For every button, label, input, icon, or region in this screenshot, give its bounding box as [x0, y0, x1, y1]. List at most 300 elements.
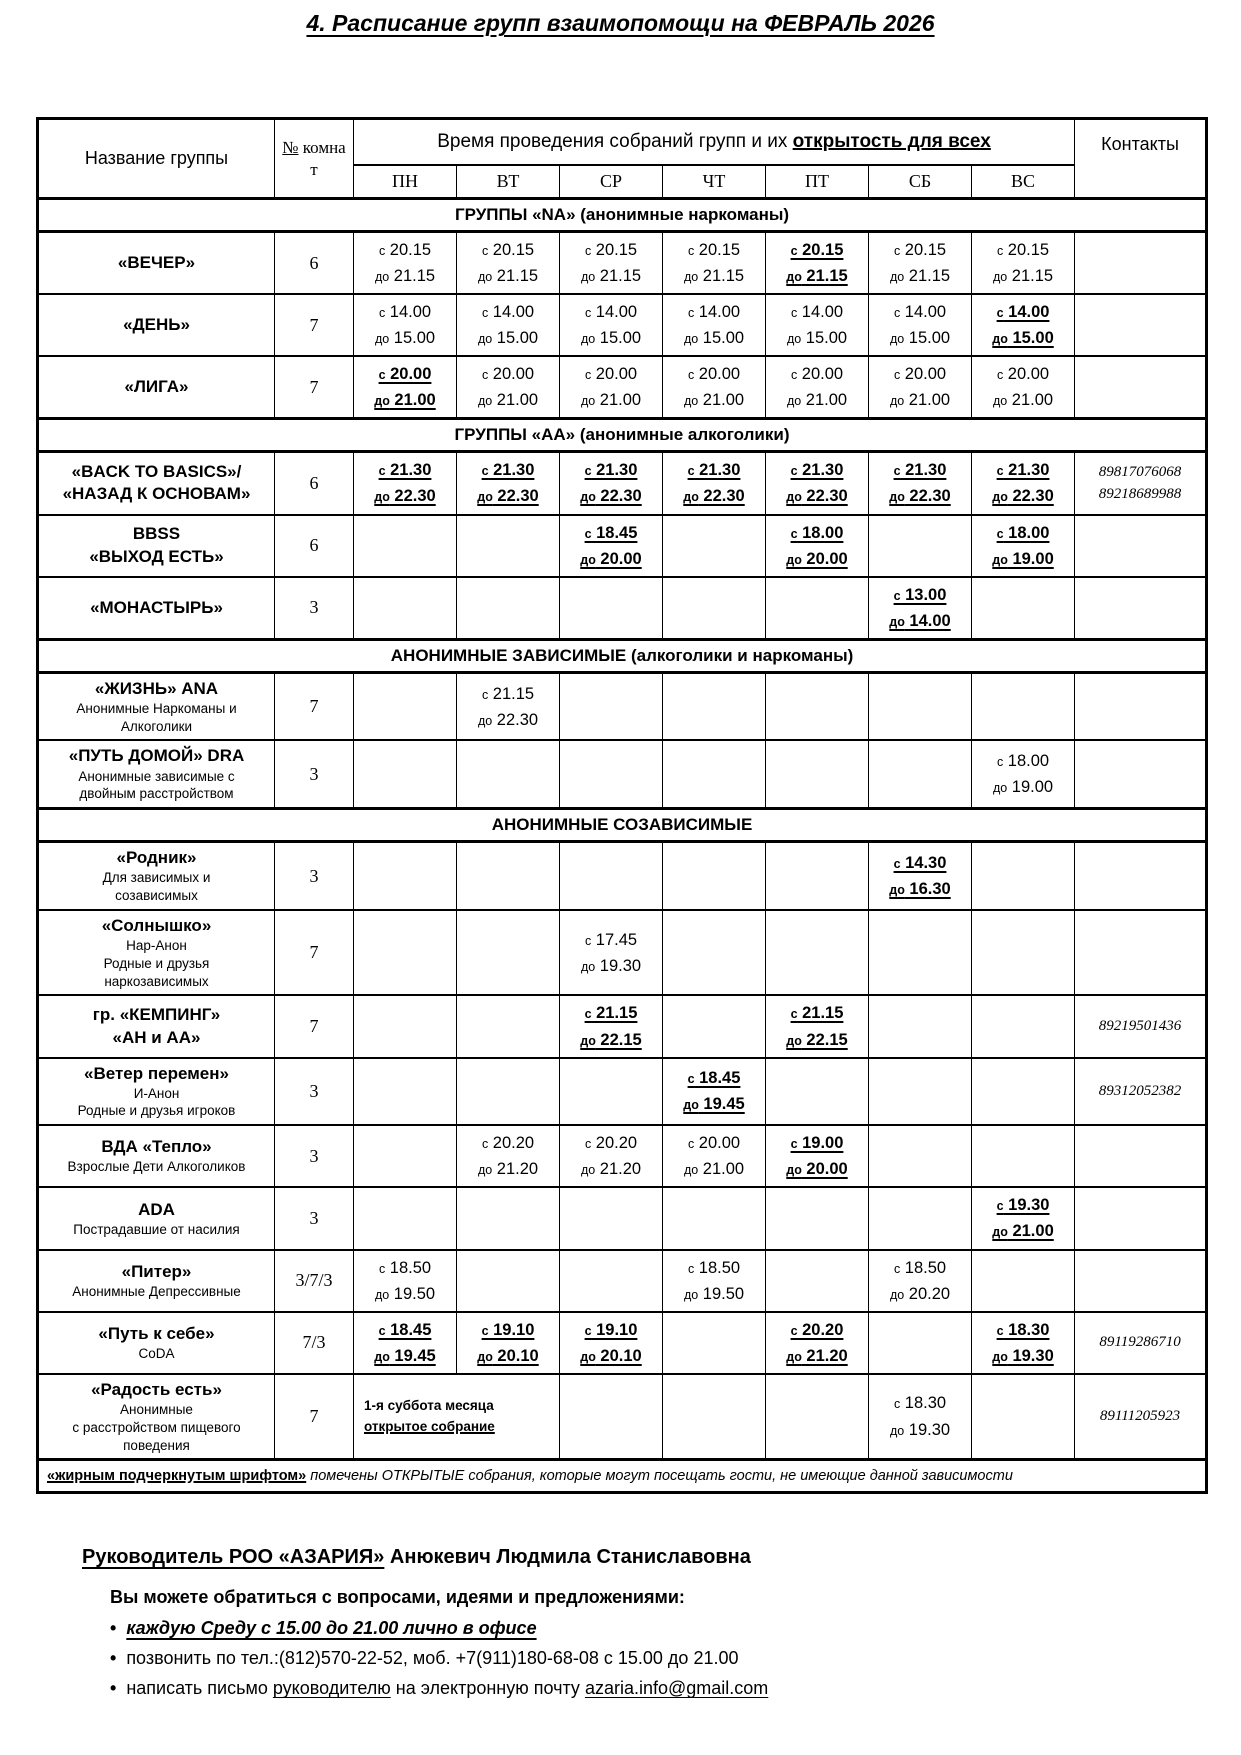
time-text: до 20.20 [889, 1284, 951, 1303]
group-row [38, 995, 1207, 1057]
time-text: с 21.15 [584, 1004, 638, 1023]
time-prefix: с [687, 464, 695, 479]
time-text: с 21.30 [996, 461, 1050, 480]
time-text: с 20.15 [481, 241, 535, 259]
time-text: с 21.30 [687, 461, 741, 480]
time-text: с 20.15 [378, 241, 432, 259]
time-text: до 21.15 [477, 267, 539, 286]
group-name-line: «BACK TO BASICS»/ [71, 462, 242, 482]
time-prefix: до [786, 552, 802, 567]
time-cell-thu [663, 452, 766, 515]
time-cell-sun [972, 294, 1075, 356]
time-cell-mon [354, 842, 457, 910]
room-number-word: комнат [302, 138, 346, 179]
time-cell-mon [354, 294, 457, 356]
time-prefix: с [481, 306, 489, 321]
time-text: до 21.15 [992, 267, 1054, 286]
note-line: 1-я суббота месяца [364, 1398, 494, 1414]
time-cell-sat [869, 232, 972, 295]
time-prefix: с [687, 1137, 695, 1152]
time-cell-sun [972, 1312, 1075, 1374]
room-number-cell: 3 [275, 1125, 354, 1187]
time-cell-tue [457, 1250, 560, 1312]
time-text: с 18.30 [893, 1394, 947, 1413]
time-cell-fri [766, 910, 869, 996]
time-cell-mon [354, 452, 457, 515]
section-row [38, 809, 1207, 842]
time-prefix: до [889, 270, 905, 285]
contact-cell [1075, 452, 1207, 515]
room-number-cell: 7/3 [275, 1312, 354, 1374]
contact-number: 89219501436 [1098, 1018, 1182, 1035]
time-cell-fri [766, 1125, 869, 1187]
meeting-times-label: Время проведения собраний групп и их [437, 130, 793, 152]
day-header-sat: СБ [869, 165, 972, 199]
time-prefix: с [481, 464, 489, 479]
time-cell-tue [457, 842, 560, 910]
time-cell-mon [354, 1312, 457, 1374]
time-prefix: до [580, 1349, 596, 1364]
bullet-item [110, 1678, 1205, 1699]
time-cell-sat [869, 452, 972, 515]
contact-cell [1075, 910, 1207, 996]
time-prefix: с [790, 1007, 798, 1022]
time-prefix: с [790, 1323, 798, 1338]
time-cell-wed [560, 515, 663, 577]
time-prefix: с [687, 306, 695, 321]
inline-link[interactable]: руководителю [272, 1678, 391, 1699]
time-prefix: до [580, 332, 596, 347]
column-header-meeting-times [354, 119, 1075, 165]
time-prefix: до [992, 1225, 1008, 1240]
time-cell-fri [766, 1058, 869, 1126]
time-text: до 21.00 [786, 391, 848, 410]
contact-cell [1075, 672, 1207, 740]
time-cell-sun [972, 232, 1075, 295]
time-cell-wed [560, 232, 663, 295]
contact-cell [1075, 1250, 1207, 1312]
time-cell-wed [560, 842, 663, 910]
time-text: с 20.00 [893, 365, 947, 384]
room-number-cell: 7 [275, 995, 354, 1057]
time-prefix: с [996, 244, 1004, 258]
contact-number: 89817076068 [1098, 463, 1182, 480]
group-row [38, 452, 1207, 515]
time-text: до 21.00 [580, 391, 642, 410]
time-prefix: с [481, 1323, 489, 1338]
time-cell-mon [354, 910, 457, 996]
time-text: с 20.00 [790, 365, 844, 384]
time-text: с 20.00 [481, 365, 535, 384]
time-cell-sat [869, 1312, 972, 1374]
time-prefix: до [889, 883, 905, 898]
time-cell-wed [560, 452, 663, 515]
time-prefix: с [790, 306, 798, 321]
time-text: до 19.30 [580, 956, 642, 975]
time-cell-fri [766, 995, 869, 1057]
time-text: с 20.00 [996, 365, 1050, 384]
time-text: с 14.00 [584, 303, 638, 322]
time-cell-sun [972, 515, 1075, 577]
time-text: до 22.30 [374, 487, 436, 506]
bullet-item [110, 1618, 1205, 1639]
group-name-line: «ЛИГА» [124, 377, 189, 397]
time-cell-tue [457, 515, 560, 577]
room-number-cell: 3/7/3 [275, 1250, 354, 1312]
contact-cell [1075, 842, 1207, 910]
time-prefix: до [992, 332, 1008, 347]
time-text: с 14.00 [481, 303, 535, 322]
time-cell-wed [560, 1250, 663, 1312]
time-text: с 14.00 [790, 303, 844, 322]
group-row [38, 1312, 1207, 1374]
time-cell-sat [869, 1374, 972, 1460]
time-prefix: с [893, 856, 901, 871]
room-number-cell: 6 [275, 232, 354, 295]
time-cell-sat [869, 1125, 972, 1187]
time-prefix: до [374, 1287, 390, 1302]
time-text: до 20.10 [580, 1346, 642, 1365]
time-text: до 15.00 [786, 329, 848, 348]
time-text: с 20.15 [996, 241, 1050, 259]
time-text: с 14.30 [893, 853, 947, 872]
room-number-cell: 3 [275, 577, 354, 640]
time-prefix: до [477, 1163, 493, 1178]
group-subtitle-line: Родные и друзья игроков [77, 1103, 236, 1119]
column-header-room-number [275, 119, 354, 199]
time-prefix: с [584, 368, 592, 383]
group-name-cell [38, 1125, 275, 1187]
time-text: до 20.00 [786, 1160, 848, 1179]
group-name-cell [38, 910, 275, 996]
time-prefix: с [378, 244, 386, 258]
room-number-cell: 7 [275, 1374, 354, 1460]
section-header: ГРУППЫ «NA» (анонимные наркоманы) [38, 199, 1207, 232]
group-row [38, 1125, 1207, 1187]
time-text: до 19.30 [992, 1346, 1054, 1365]
time-text: до 15.00 [374, 329, 436, 348]
time-text: с 18.00 [790, 523, 844, 542]
contact-cell [1075, 232, 1207, 295]
time-cell-sat [869, 740, 972, 808]
time-cell-thu [663, 294, 766, 356]
group-name-line: «МОНАСТЫРЬ» [90, 597, 223, 617]
time-text: до 22.30 [477, 710, 539, 729]
time-prefix: до [374, 332, 390, 347]
room-number-cell: 3 [275, 842, 354, 910]
bullet-item [110, 1648, 1205, 1669]
group-name-cell [38, 515, 275, 577]
time-prefix: до [580, 959, 596, 974]
time-text: до 21.15 [683, 267, 745, 286]
day-header-mon: ПН [354, 165, 457, 199]
group-name-cell [38, 1058, 275, 1126]
group-subtitle-line: Алкоголики [120, 718, 193, 734]
group-subtitle-line: двойным расстройством [79, 786, 234, 802]
time-text: с 18.50 [378, 1258, 432, 1277]
group-name-line: «ВЫХОД ЕСТЬ» [89, 546, 224, 566]
time-text: до 21.15 [374, 267, 436, 286]
time-cell-fri [766, 452, 869, 515]
time-text: с 21.15 [481, 684, 535, 703]
time-prefix: с [584, 1137, 592, 1152]
time-text: с 20.20 [790, 1320, 844, 1339]
time-text: с 18.45 [584, 523, 638, 542]
meeting-times-openness-label: открытость для всех [792, 130, 991, 152]
time-text: с 18.45 [687, 1069, 741, 1088]
day-header-wed: СР [560, 165, 663, 199]
time-cell-fri [766, 672, 869, 740]
group-row [38, 672, 1207, 740]
time-prefix: до [683, 1287, 699, 1302]
time-cell-sat [869, 515, 972, 577]
time-cell-fri [766, 1374, 869, 1460]
time-cell-tue [457, 995, 560, 1057]
time-cell-thu [663, 910, 766, 996]
section-header: АНОНИМНЫЕ СОЗАВИСИМЫЕ [38, 809, 1207, 842]
room-number-symbol: № [282, 138, 299, 158]
bullet-text: каждую Среду с 15.00 до 21.00 лично в офисе [126, 1618, 537, 1639]
day-header-thu: ЧТ [663, 165, 766, 199]
time-cell-sat [869, 1058, 972, 1126]
time-prefix: с [893, 368, 901, 383]
time-prefix: до [992, 270, 1008, 285]
time-cell-sat [869, 672, 972, 740]
time-text: до 19.50 [374, 1284, 436, 1303]
time-text: с 18.30 [996, 1320, 1050, 1339]
group-name-line: BBSS [132, 524, 181, 544]
time-prefix: до [374, 270, 390, 285]
bullet-icon: • [110, 1618, 117, 1639]
time-cell-sat [869, 995, 972, 1057]
time-text: до 15.00 [889, 329, 951, 348]
bullet-text [126, 1678, 768, 1698]
time-prefix: с [996, 755, 1004, 770]
time-text: с 20.00 [687, 365, 741, 384]
time-cell-thu [663, 515, 766, 577]
time-cell-tue [457, 1312, 560, 1374]
contact-cell [1075, 1187, 1207, 1249]
inline-link[interactable]: azaria.info@gmail.com [584, 1678, 769, 1699]
time-prefix: до [889, 332, 905, 347]
time-prefix: до [374, 1349, 390, 1364]
footnote-text: помечены ОТКРЫТЫЕ собрания, которые могут посещать гости, не имеющие данной зависимости [306, 1468, 1013, 1485]
time-text: с 21.30 [481, 461, 535, 480]
group-name-line: «НАЗАД К ОСНОВАМ» [62, 484, 251, 504]
time-prefix: с [378, 464, 386, 479]
time-cell-wed [560, 1312, 663, 1374]
time-cell-tue [457, 232, 560, 295]
group-name-cell [38, 995, 275, 1057]
schedule-table [36, 117, 1208, 1494]
time-prefix: с [790, 526, 798, 541]
group-row [38, 1250, 1207, 1312]
group-name-line: ADA [138, 1199, 175, 1219]
time-cell-sun [972, 1125, 1075, 1187]
leader-heading [82, 1546, 1205, 1569]
group-name-cell [38, 672, 275, 740]
time-prefix: с [584, 464, 592, 479]
time-cell-sun [972, 995, 1075, 1057]
time-prefix: с [996, 526, 1004, 541]
time-text: с 20.15 [790, 241, 844, 259]
time-prefix: до [477, 713, 493, 728]
group-name-cell [38, 1250, 275, 1312]
time-prefix: с [584, 526, 592, 541]
group-row [38, 910, 1207, 996]
contact-intro: Вы можете обратиться с вопросами, идеями и предложениями: [110, 1587, 685, 1608]
group-name-cell [38, 1374, 275, 1460]
time-text: с 20.20 [584, 1134, 638, 1153]
time-cell-tue [457, 1125, 560, 1187]
time-cell-thu [663, 1187, 766, 1249]
group-subtitle-line: Анонимные [120, 1401, 193, 1417]
time-cell-tue [457, 910, 560, 996]
time-prefix: до [580, 1163, 596, 1178]
time-cell-thu [663, 842, 766, 910]
contact-cell [1075, 740, 1207, 808]
room-number-cell: 7 [275, 294, 354, 356]
room-number-cell: 3 [275, 740, 354, 808]
time-text: с 18.50 [687, 1258, 741, 1277]
time-cell-thu [663, 1374, 766, 1460]
time-cell-wed [560, 1125, 663, 1187]
time-cell-fri [766, 232, 869, 295]
time-cell-thu [663, 672, 766, 740]
time-cell-sun [972, 672, 1075, 740]
time-prefix: с [996, 1199, 1004, 1214]
time-text: до 22.30 [889, 487, 951, 506]
time-prefix: с [996, 464, 1004, 479]
time-text: с 18.50 [893, 1258, 947, 1277]
time-prefix: до [992, 1349, 1008, 1364]
group-subtitle-line: Анонимные зависимые с [78, 768, 235, 784]
contact-cell [1075, 1058, 1207, 1126]
time-prefix: до [477, 1349, 493, 1364]
group-name-line: «Радость есть» [91, 1379, 222, 1399]
time-cell-fri [766, 1312, 869, 1374]
time-text: с 19.30 [996, 1196, 1050, 1215]
time-text: до 21.00 [477, 391, 539, 410]
time-cell-mon [354, 232, 457, 295]
time-text: до 21.20 [786, 1346, 848, 1365]
time-prefix: до [683, 270, 699, 285]
time-cell-mon [354, 515, 457, 577]
footnote-cell [38, 1460, 1207, 1493]
time-text: до 19.45 [374, 1346, 436, 1365]
time-text: до 21.20 [477, 1160, 539, 1179]
time-prefix: с [790, 1137, 798, 1152]
group-name-cell [38, 577, 275, 640]
room-number-cell: 6 [275, 452, 354, 515]
time-prefix: до [683, 1098, 699, 1113]
time-text: до 21.00 [889, 391, 951, 410]
group-name-cell [38, 1312, 275, 1374]
group-row [38, 1058, 1207, 1126]
time-prefix: с [790, 368, 798, 383]
time-cell-fri [766, 515, 869, 577]
time-text: с 21.30 [893, 461, 947, 480]
time-prefix: до [580, 1033, 596, 1048]
time-text: с 13.00 [893, 585, 947, 604]
time-prefix: с [893, 306, 901, 321]
bullet-text: позвонить по тел.:(812)570-22-52, моб. +7(911)180-68-08 с 15.00 до 21.00 [126, 1648, 739, 1669]
time-cell-tue [457, 740, 560, 808]
group-row [38, 515, 1207, 577]
group-subtitle-line: наркозависимых [104, 973, 209, 989]
group-subtitle-line: CoDA [138, 1345, 175, 1361]
time-text: до 22.30 [786, 487, 848, 506]
group-name-line: «ВЕЧЕР» [117, 253, 196, 273]
time-text: до 22.15 [786, 1030, 848, 1049]
time-text: до 15.00 [683, 329, 745, 348]
time-cell-tue [457, 356, 560, 419]
group-name-cell [38, 740, 275, 808]
time-text: до 21.20 [580, 1160, 642, 1179]
time-cell-sun [972, 740, 1075, 808]
group-name-cell [38, 232, 275, 295]
contact-cell [1075, 1312, 1207, 1374]
group-name-line: «ЖИЗНЬ» ANA [94, 678, 219, 698]
time-prefix: до [786, 1163, 802, 1178]
time-text: до 19.45 [683, 1095, 745, 1114]
time-cell-wed [560, 1374, 663, 1460]
time-prefix: с [996, 368, 1004, 383]
time-text: с 18.00 [996, 523, 1050, 542]
time-cell-wed [560, 356, 663, 419]
time-cell-wed [560, 740, 663, 808]
time-prefix: до [889, 614, 905, 629]
time-prefix: до [786, 270, 802, 285]
time-text: с 20.00 [584, 365, 638, 384]
time-text: с 20.20 [481, 1134, 535, 1153]
time-cell-wed [560, 1058, 663, 1126]
time-cell-thu [663, 356, 766, 419]
time-cell-thu [663, 1312, 766, 1374]
group-row [38, 740, 1207, 808]
room-number-cell: 3 [275, 1187, 354, 1249]
time-cell-mon [354, 356, 457, 419]
group-subtitle-line: созависимых [115, 888, 198, 904]
contact-cell [1075, 515, 1207, 577]
time-cell-wed [560, 294, 663, 356]
contact-options-list [110, 1618, 1205, 1699]
group-name-line: «Питер» [121, 1261, 192, 1281]
contact-number: 89218689988 [1098, 486, 1182, 503]
time-cell-sat [869, 577, 972, 640]
page-title-text: 4. Расписание групп взаимопомощи на ФЕВРАЛЬ 2026 [306, 10, 935, 36]
group-subtitle-line: Анонимные Наркоманы и [76, 700, 237, 716]
time-text: с 18.00 [996, 752, 1050, 771]
time-cell-sun [972, 356, 1075, 419]
time-text: до 21.00 [992, 1222, 1054, 1241]
column-header-group-name: Название группы [38, 119, 275, 199]
time-text: до 14.00 [889, 611, 951, 630]
group-row [38, 294, 1207, 356]
time-cell-sun [972, 910, 1075, 996]
time-prefix: с [481, 368, 489, 383]
group-name-cell [38, 452, 275, 515]
contact-cell [1075, 577, 1207, 640]
time-cell-mon [354, 740, 457, 808]
group-row [38, 356, 1207, 419]
time-prefix: с [893, 464, 901, 479]
time-text: до 22.15 [580, 1030, 642, 1049]
time-cell-fri [766, 740, 869, 808]
time-text: до 22.30 [992, 487, 1054, 506]
time-cell-thu [663, 1125, 766, 1187]
time-text: до 15.00 [477, 329, 539, 348]
